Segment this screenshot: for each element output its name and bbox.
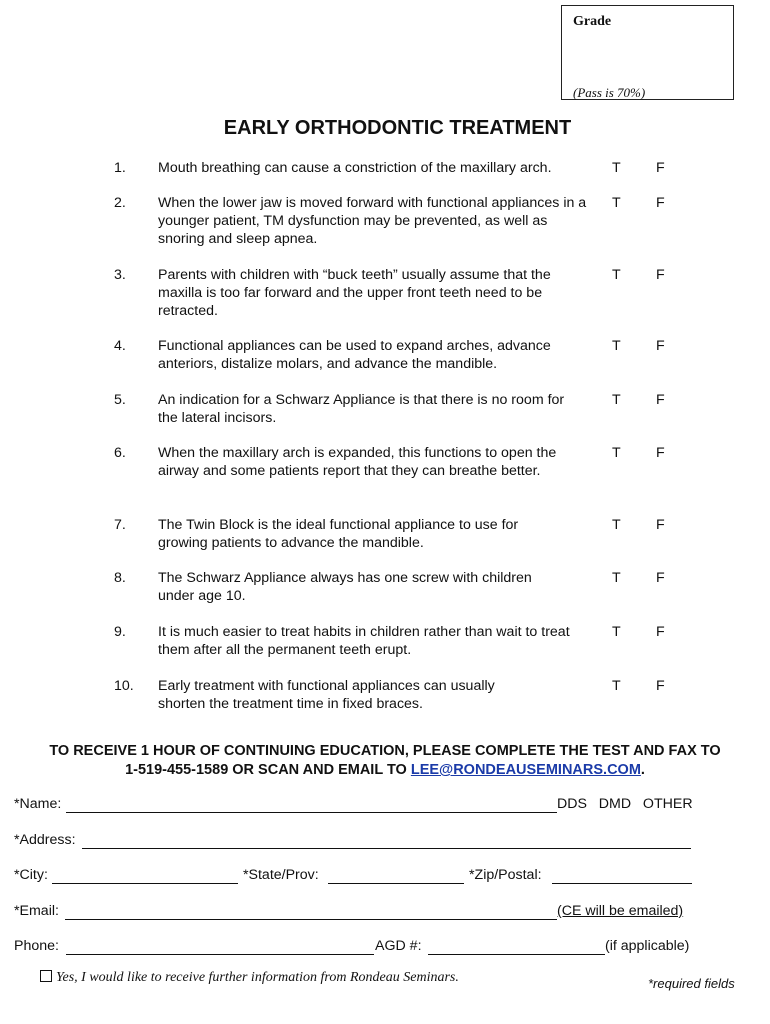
agd-note: (if applicable) [605,938,690,954]
true-option[interactable]: T [612,678,621,694]
question-text: Parents with children with “buck teeth” usually assume that the maxilla is too far forward and the upper front teeth need to be retracted. [158,267,551,320]
state-label: *State/Prov: [243,867,319,883]
question-text: When the maxillary arch is expanded, this functions to open the airway and some patients report that they can breathe better. [158,445,557,480]
agd-input-line[interactable] [428,954,605,955]
true-option[interactable]: T [612,517,621,533]
zip-input-line[interactable] [552,883,692,884]
opt-in-row[interactable] [40,970,459,986]
question-text: It is much easier to treat habits in children rather than wait to treat them after all the permanent teeth erupt. [158,624,570,659]
false-option[interactable]: F [656,678,665,694]
true-option[interactable]: T [612,624,621,640]
true-option[interactable]: T [612,445,621,461]
true-option[interactable]: T [612,338,621,354]
question-number: 4. [114,338,126,354]
true-option[interactable]: T [612,267,621,283]
question-number: 1. [114,160,126,176]
question-text: Early treatment with functional appliances can usually shorten the treatment time in fixed braces. [158,678,495,713]
degree-options[interactable]: DDS DMD OTHER [557,796,693,812]
email-label: *Email: [14,903,59,919]
question-number: 3. [114,267,126,283]
instructions-line-2-text: 1-519-455-1589 OR SCAN AND EMAIL TO [125,762,411,778]
question-text: The Schwarz Appliance always has one screw with children under age 10. [158,570,532,605]
opt-in-checkbox[interactable] [40,970,52,982]
opt-in-label: Yes, I would like to receive further information from Rondeau Seminars. [56,970,459,985]
pass-note: (Pass is 70%) [573,85,646,100]
question-number: 9. [114,624,126,640]
page-title: EARLY ORTHODONTIC TREATMENT [223,117,572,139]
grade-box [561,5,734,100]
question-number: 10. [114,678,134,694]
true-option[interactable]: T [612,392,621,408]
true-option[interactable]: T [612,570,621,586]
grade-label: Grade [573,14,612,29]
name-input-line[interactable] [66,812,557,813]
phone-input-line[interactable] [66,954,374,955]
question-text: Mouth breathing can cause a constriction of the maxillary arch. [158,160,552,176]
false-option[interactable]: F [656,570,665,586]
question-text: The Twin Block is the ideal functional appliance to use for growing patients to advance the mandible. [158,517,519,552]
false-option[interactable]: F [656,445,665,461]
agd-label: AGD #: [375,938,422,954]
question-number: 7. [114,517,126,533]
question-number: 5. [114,392,126,408]
email-note: (CE will be emailed) [557,903,684,919]
city-label: *City: [14,867,48,883]
address-input-line[interactable] [82,848,691,849]
false-option[interactable]: F [656,624,665,640]
email-input-line[interactable] [65,919,557,920]
phone-label: Phone: [14,938,59,954]
instructions-line-2-end: . [640,762,645,778]
question-text: Functional appliances can be used to expand arches, advance anteriors, distalize molars, and advance the mandible. [158,338,551,373]
question-text: An indication for a Schwarz Appliance is that there is no room for the lateral incisors. [158,392,565,427]
instructions-line-1: TO RECEIVE 1 HOUR OF CONTINUING EDUCATION, PLEASE COMPLETE THE TEST AND FAX TO [49,743,721,759]
false-option[interactable]: F [656,517,665,533]
address-label: *Address: [14,832,76,848]
true-option[interactable]: T [612,195,621,211]
ce-instructions [0,742,770,780]
false-option[interactable]: F [656,267,665,283]
name-label: *Name: [14,796,62,812]
false-option[interactable]: F [656,160,665,176]
zip-label: *Zip/Postal: [469,867,542,883]
true-option[interactable]: T [612,160,621,176]
city-input-line[interactable] [52,883,238,884]
required-fields-note: *required fields [648,976,735,991]
state-input-line[interactable] [328,883,464,884]
question-number: 2. [114,195,126,211]
false-option[interactable]: F [656,392,665,408]
false-option[interactable]: F [656,338,665,354]
question-text: When the lower jaw is moved forward with functional appliances in a younger patient, TM dysfunction may be prevented, as well as snoring and sleep apnea. [158,195,587,248]
question-number: 6. [114,445,126,461]
false-option[interactable]: F [656,195,665,211]
email-link[interactable]: LEE@RONDEAUSEMINARS.COM [410,762,641,778]
question-number: 8. [114,570,126,586]
instructions-line-2 [0,761,770,780]
